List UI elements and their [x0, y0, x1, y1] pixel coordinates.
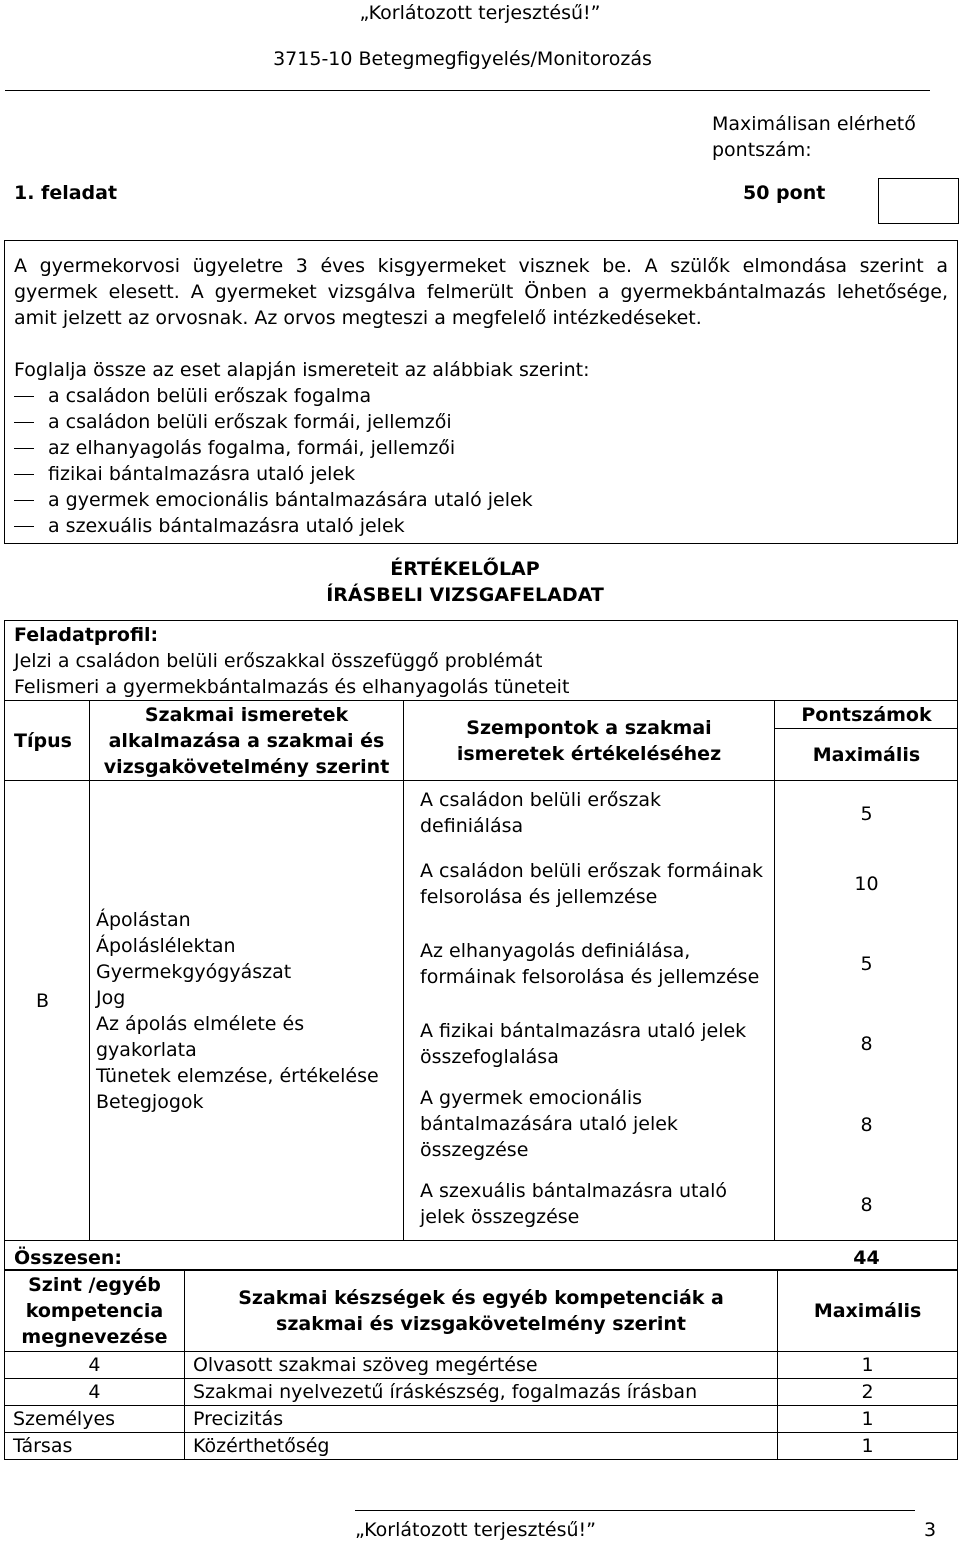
max-points-label: Maximálisan elérhető pontszám: — [712, 113, 916, 161]
table-row: 4 Olvasott szakmai szöveg megértése 1 — [5, 1352, 958, 1379]
total-value: 44 — [853, 1247, 880, 1269]
table-row: Személyes Precizitás 1 — [5, 1406, 958, 1433]
score-box — [878, 178, 959, 224]
list-item: Betegjogok — [96, 1091, 204, 1113]
header-code: 3715-10 Betegmegfigyelés/Monitorozás — [273, 48, 652, 70]
comp-col-skill-header: Szakmai készségek és egyéb kompetenciák a szakmai és vizsgakövetelmény szerint — [184, 1270, 777, 1352]
task-number: 1. feladat — [14, 182, 118, 204]
criterion-points: 5 — [860, 803, 873, 825]
profile-label: Feladatprofil: — [14, 624, 159, 646]
eval-title: ÉRTÉKELŐLAP — [390, 558, 540, 580]
list-item: az elhanyagolás fogalma, formái, jellemzői — [14, 435, 533, 461]
list-item: a szexuális bántalmazásra utaló jelek — [14, 513, 533, 539]
profile-line: Jelzi a családon belüli erőszakkal összefüggő problémát — [14, 650, 543, 672]
list-item: fizikai bántalmazásra utaló jelek — [14, 461, 533, 487]
col-type-header: Típus — [14, 730, 72, 752]
footer-notice: „Korlátozott terjesztésű!” — [355, 1519, 596, 1541]
header-notice: „Korlátozott terjesztésű!” — [359, 2, 601, 24]
total-label: Összesen: — [14, 1247, 123, 1269]
criterion-text: A családon belüli erőszak definiálása — [420, 789, 662, 837]
page-number: 3 — [924, 1519, 937, 1541]
task-bullet-list — [14, 383, 533, 539]
criterion-points: 8 — [860, 1033, 873, 1055]
subject-list — [96, 907, 379, 1115]
footer-rule — [355, 1510, 915, 1511]
eval-subtitle: ÍRÁSBELI VIZSGAFELADAT — [326, 584, 604, 606]
list-item: a családon belüli erőszak fogalma — [14, 383, 533, 409]
criterion-points: 8 — [860, 1194, 873, 1216]
competence-table — [4, 1269, 958, 1460]
col-max-header: Maximális — [812, 744, 921, 766]
criterion-text: A gyermek emocionális bántalmazására utaló jelek összegzése — [420, 1087, 678, 1161]
col-points-header: Pontszámok — [801, 704, 932, 726]
task-instruction: Foglalja össze az eset alapján ismereteit az alábbiak szerint: — [14, 359, 590, 381]
profile-section — [14, 622, 569, 700]
table-row: Társas Közérthetőség 1 — [5, 1433, 958, 1460]
criterion-text: A családon belüli erőszak formáinak felsorolása és jellemzése — [420, 860, 763, 908]
table-row: 4 Szakmai nyelvezetű íráskészség, fogalmazás írásban 2 — [5, 1379, 958, 1406]
col-knowledge-header: Szakmai ismeretek alkalmazása a szakmai és vizsgakövetelmény szerint — [103, 704, 390, 778]
list-item: a gyermek emocionális bántalmazására utaló jelek — [14, 487, 533, 513]
comp-col-max-header: Maximális — [778, 1270, 958, 1352]
list-item: a családon belüli erőszak formái, jellemzői — [14, 409, 533, 435]
type-value: B — [36, 990, 50, 1012]
list-item: gyakorlata — [96, 1039, 197, 1061]
list-item: Gyermekgyógyászat — [96, 961, 292, 983]
col-criteria-header: Szempontok a szakmai ismeretek értékeléséhez — [456, 717, 722, 765]
task-points: 50 pont — [743, 182, 826, 204]
criterion-points: 5 — [860, 953, 873, 975]
header-rule — [5, 90, 930, 91]
criterion-text: A fizikai bántalmazásra utaló jelek összefoglalása — [420, 1020, 747, 1068]
criterion-points: 8 — [860, 1114, 873, 1136]
list-item: Jog — [96, 987, 126, 1009]
criterion-text: Az elhanyagolás definiálása, formáinak felsorolása és jellemzése — [420, 940, 760, 988]
list-item: Ápolástan — [96, 909, 191, 931]
list-item: Az ápolás elmélete és — [96, 1013, 305, 1035]
task-box — [4, 240, 958, 544]
profile-line: Felismeri a gyermekbántalmazás és elhanyagolás tüneteit — [14, 676, 570, 698]
criterion-text: A szexuális bántalmazásra utaló jelek összegzése — [420, 1180, 728, 1228]
criterion-points: 10 — [854, 873, 879, 895]
task-scenario: A gyermekorvosi ügyeletre 3 éves kisgyermeket visznek be. A szülők elmondása szerint a gyermek elesett. A gyermeket vizsgálva felmerült Önben a gyermekbántalmazás lehetősége, amit jelzett az orvosnak. Az orvos megteszi a megfelelő intézkedéseket. — [14, 255, 948, 329]
comp-col-level-header: Szint /egyéb kompetencia megnevezése — [5, 1270, 185, 1352]
list-item: Ápoláslélektan — [96, 935, 236, 957]
list-item: Tünetek elemzése, értékelése — [96, 1065, 379, 1087]
